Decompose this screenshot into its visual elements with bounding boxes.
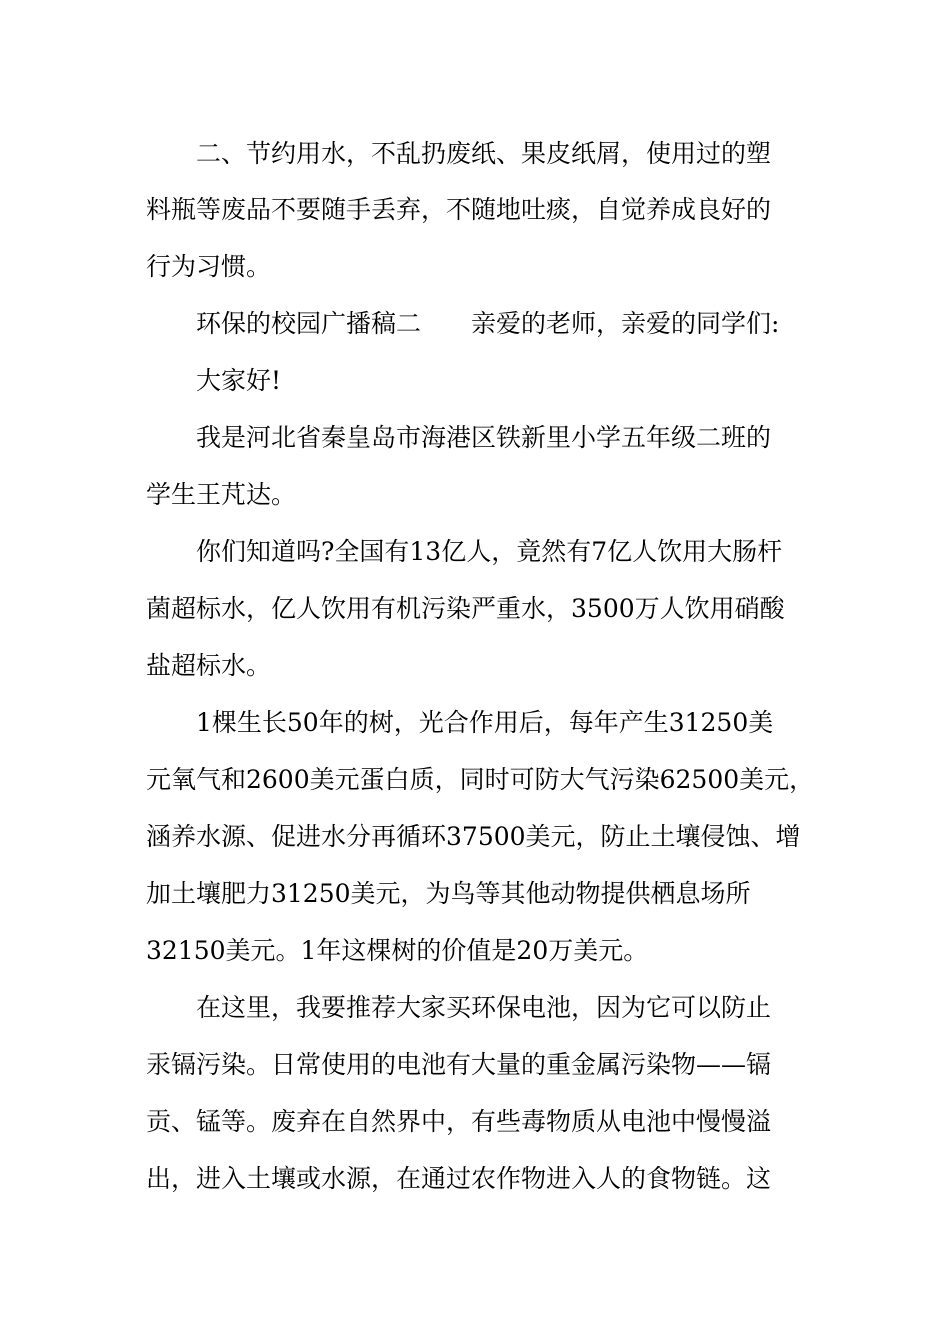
section-heading: 环保的校园广播稿二 xyxy=(196,309,422,338)
text-line: 出，进入土壤或水源，在通过农作物进入人的食物链。这 xyxy=(146,1164,772,1193)
text-line: 我是河北省秦皇岛市海港区铁新里小学五年级二班的 xyxy=(196,423,772,452)
text-line: 1棵生长50年的树，光合作用后，每年产生31250美 xyxy=(196,708,774,737)
text-line: 二、节约用水，不乱扔废纸、果皮纸屑，使用过的塑 xyxy=(196,139,772,168)
text-line: 学生王芃达。 xyxy=(146,480,297,509)
text-line: 料瓶等废品不要随手丢弃，不随地吐痰，自觉养成良好的 xyxy=(146,195,772,224)
text-line: 大家好! xyxy=(196,366,282,395)
heading-line xyxy=(196,307,814,341)
text-line: 盐超标水。 xyxy=(146,651,272,680)
text-line: 汞镉污染。日常使用的电池有大量的重金属污染物——镉 xyxy=(146,1050,772,1079)
text-line: 你们知道吗?全国有13亿人，竟然有7亿人饮用大肠杆 xyxy=(196,537,783,566)
text-line: 元氧气和2600美元蛋白质，同时可防大气污染62500美元， xyxy=(146,765,814,794)
text-line: 涵养水源、促进水分再循环37500美元，防止土壤侵蚀、增 xyxy=(146,822,801,851)
text-line: 贡、锰等。废弃在自然界中，有些毒物质从电池中慢慢溢 xyxy=(146,1107,772,1136)
text-line: 加土壤肥力31250美元，为鸟等其他动物提供栖息场所 xyxy=(146,879,751,908)
text-line: 菌超标水，亿人饮用有机污染严重水，3500万人饮用硝酸 xyxy=(146,594,785,623)
text-line: 在这里，我要推荐大家买环保电池，因为它可以防止 xyxy=(196,993,772,1022)
salutation: 亲爱的老师，亲爱的同学们: xyxy=(471,309,780,338)
text-line: 32150美元。1年这棵树的价值是20万美元。 xyxy=(146,936,649,965)
text-line: 行为习惯。 xyxy=(146,252,272,281)
